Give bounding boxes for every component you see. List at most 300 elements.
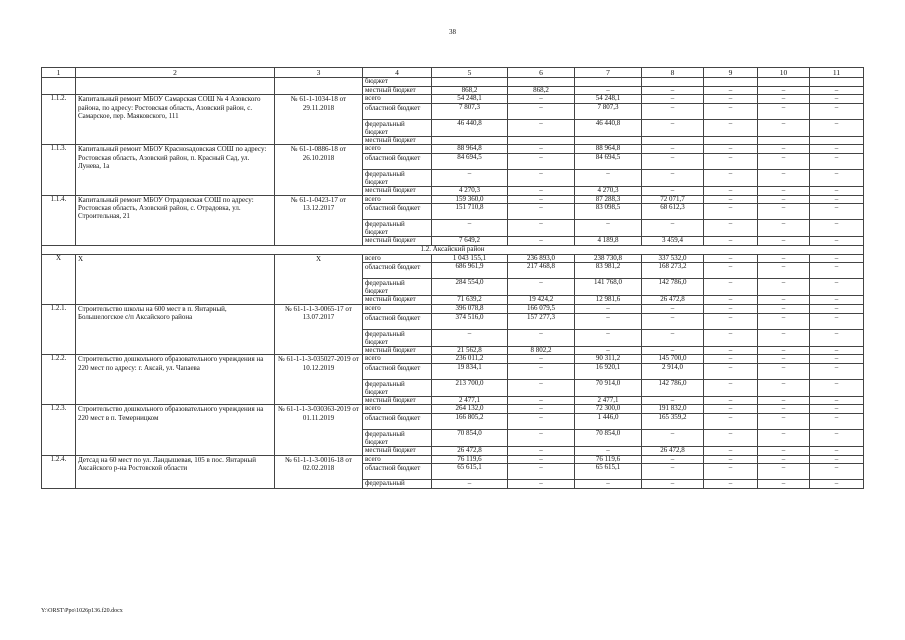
value-cell: –: [704, 379, 758, 396]
value-cell: –: [810, 204, 864, 220]
value-cell: [575, 78, 642, 87]
value-cell: –: [432, 480, 508, 489]
value-cell: –: [704, 405, 758, 414]
item-number: [42, 78, 76, 95]
value-cell: –: [810, 405, 864, 414]
value-cell: [810, 78, 864, 87]
budget-source: федеральный бюджет: [363, 169, 432, 186]
value-cell: –: [758, 464, 810, 480]
value-cell: –: [758, 237, 810, 246]
value-cell: –: [758, 446, 810, 455]
value-cell: –: [575, 220, 642, 237]
value-cell: –: [810, 396, 864, 405]
value-cell: –: [508, 195, 575, 204]
value-cell: 8 802,2: [508, 346, 575, 355]
item-number: 1.2.2.: [42, 355, 76, 405]
value-cell: –: [810, 413, 864, 429]
value-cell: 4 270,3: [432, 186, 508, 195]
value-cell: –: [508, 145, 575, 154]
budget-source: местный бюджет: [363, 446, 432, 455]
value-cell: –: [704, 346, 758, 355]
value-cell: –: [704, 363, 758, 379]
value-cell: 142 786,0: [642, 279, 704, 296]
value-cell: 54 248,1: [575, 95, 642, 104]
value-cell: 70 914,0: [575, 379, 642, 396]
value-cell: –: [758, 86, 810, 95]
value-cell: 2 477,1: [432, 396, 508, 405]
value-cell: –: [758, 153, 810, 169]
value-cell: –: [642, 455, 704, 464]
value-cell: –: [810, 86, 864, 95]
column-header: 7: [575, 68, 642, 78]
value-cell: –: [508, 455, 575, 464]
value-cell: 2 914,0: [642, 363, 704, 379]
value-cell: –: [704, 145, 758, 154]
value-cell: –: [758, 346, 810, 355]
value-cell: 76 119,6: [575, 455, 642, 464]
budget-source: всего: [363, 254, 432, 263]
column-header: 9: [704, 68, 758, 78]
budget-source: областной бюджет: [363, 263, 432, 279]
value-cell: –: [642, 119, 704, 136]
value-cell: 165 359,2: [642, 413, 704, 429]
value-cell: –: [758, 279, 810, 296]
budget-source: местный бюджет: [363, 296, 432, 305]
value-cell: [704, 136, 758, 145]
value-cell: –: [758, 363, 810, 379]
value-cell: 238 730,8: [575, 254, 642, 263]
column-header: 11: [810, 68, 864, 78]
value-cell: 151 710,8: [432, 204, 508, 220]
value-cell: 12 981,6: [575, 296, 642, 305]
value-cell: –: [810, 119, 864, 136]
value-cell: 16 920,1: [575, 363, 642, 379]
value-cell: –: [642, 220, 704, 237]
value-cell: [810, 136, 864, 145]
value-cell: –: [758, 405, 810, 414]
value-cell: –: [758, 186, 810, 195]
value-cell: –: [704, 195, 758, 204]
value-cell: 142 786,0: [642, 379, 704, 396]
budget-source: областной бюджет: [363, 413, 432, 429]
value-cell: 84 694,5: [432, 153, 508, 169]
value-cell: –: [758, 195, 810, 204]
budget-source: всего: [363, 355, 432, 364]
value-cell: 191 832,0: [642, 405, 704, 414]
value-cell: –: [642, 169, 704, 186]
value-cell: –: [810, 263, 864, 279]
value-cell: [432, 78, 508, 87]
value-cell: –: [758, 103, 810, 119]
value-cell: –: [810, 145, 864, 154]
value-cell: –: [758, 355, 810, 364]
value-cell: 159 360,0: [432, 195, 508, 204]
document-ref: № 61-1-1034-18 от 29.11.2018: [275, 95, 363, 145]
budget-source: областной бюджет: [363, 464, 432, 480]
value-cell: 4 270,3: [575, 186, 642, 195]
value-cell: –: [704, 313, 758, 329]
value-cell: –: [642, 103, 704, 119]
value-cell: –: [810, 464, 864, 480]
table-row: [42, 145, 864, 154]
value-cell: –: [758, 329, 810, 346]
table-row: [42, 455, 864, 464]
budget-source: федеральный бюджет: [363, 329, 432, 346]
value-cell: –: [508, 480, 575, 489]
item-number: 1.2.3.: [42, 405, 76, 455]
budget-source: федеральный бюджет: [363, 220, 432, 237]
object-name: Капитальный ремонт МБОУ Краснosадовская СОШ по адресу: Ростовская область, Азовский район, п. Красный Сад, ул. Лунева, 1а: [76, 145, 275, 195]
value-cell: –: [508, 413, 575, 429]
table-row: [42, 78, 864, 87]
value-cell: 70 854,0: [432, 429, 508, 446]
budget-source: местный бюджет: [363, 346, 432, 355]
column-header: 6: [508, 68, 575, 78]
value-cell: –: [758, 296, 810, 305]
value-cell: –: [758, 313, 810, 329]
value-cell: [575, 136, 642, 145]
value-cell: –: [758, 254, 810, 263]
value-cell: –: [810, 480, 864, 489]
document-ref: № 61-1-1-3-035027-2019 от 10.12.2019: [275, 355, 363, 405]
value-cell: –: [642, 329, 704, 346]
value-cell: –: [810, 379, 864, 396]
budget-source: местный бюджет: [363, 136, 432, 145]
value-cell: –: [575, 346, 642, 355]
value-cell: [508, 136, 575, 145]
value-cell: –: [508, 329, 575, 346]
value-cell: 26 472,8: [432, 446, 508, 455]
value-cell: [508, 78, 575, 87]
value-cell: –: [575, 329, 642, 346]
budget-source: всего: [363, 304, 432, 313]
object-name: Строительство школы на 600 мест в п. Янтарный, Большелогское с/п Аксайского района: [76, 304, 275, 354]
value-cell: –: [704, 220, 758, 237]
value-cell: 19 424,2: [508, 296, 575, 305]
value-cell: –: [704, 455, 758, 464]
value-cell: –: [704, 86, 758, 95]
value-cell: –: [810, 103, 864, 119]
budget-source: всего: [363, 145, 432, 154]
value-cell: –: [508, 220, 575, 237]
value-cell: 65 615,1: [575, 464, 642, 480]
table-row: [42, 304, 864, 313]
value-cell: 54 248,1: [432, 95, 508, 104]
value-cell: –: [810, 355, 864, 364]
value-cell: –: [508, 103, 575, 119]
document-ref: [275, 78, 363, 95]
table-row: [42, 355, 864, 364]
column-header: 3: [275, 68, 363, 78]
value-cell: –: [810, 186, 864, 195]
budget-source: областной бюджет: [363, 363, 432, 379]
value-cell: –: [508, 204, 575, 220]
value-cell: 166 805,2: [432, 413, 508, 429]
value-cell: 1 043 155,1: [432, 254, 508, 263]
value-cell: –: [810, 329, 864, 346]
value-cell: –: [810, 304, 864, 313]
value-cell: –: [810, 169, 864, 186]
value-cell: –: [508, 153, 575, 169]
value-cell: –: [508, 379, 575, 396]
table-header-row: [42, 68, 864, 78]
value-cell: –: [758, 379, 810, 396]
item-number: 1.1.2.: [42, 95, 76, 145]
value-cell: [758, 136, 810, 145]
value-cell: 90 311,2: [575, 355, 642, 364]
value-cell: –: [758, 145, 810, 154]
value-cell: –: [758, 220, 810, 237]
column-header: 8: [642, 68, 704, 78]
item-number: 1.1.4.: [42, 195, 76, 245]
document-ref: № 61-1-1-3-030363-2019 от 01.11.2019: [275, 405, 363, 455]
value-cell: –: [508, 464, 575, 480]
value-cell: 868,2: [508, 86, 575, 95]
value-cell: –: [704, 296, 758, 305]
value-cell: –: [810, 313, 864, 329]
budget-source: всего: [363, 455, 432, 464]
value-cell: –: [642, 186, 704, 195]
value-cell: –: [704, 95, 758, 104]
column-header: 1: [42, 68, 76, 78]
document-ref: № 61-1-1-3-0065-17 от 13.07.2017: [275, 304, 363, 354]
value-cell: 141 768,0: [575, 279, 642, 296]
value-cell: –: [810, 153, 864, 169]
value-cell: –: [508, 237, 575, 246]
table-row: [42, 254, 864, 263]
value-cell: –: [508, 396, 575, 405]
value-cell: –: [508, 119, 575, 136]
value-cell: –: [704, 204, 758, 220]
value-cell: [758, 78, 810, 87]
value-cell: 157 277,3: [508, 313, 575, 329]
value-cell: 284 554,0: [432, 279, 508, 296]
value-cell: 71 639,2: [432, 296, 508, 305]
value-cell: –: [704, 446, 758, 455]
value-cell: –: [642, 304, 704, 313]
value-cell: –: [575, 313, 642, 329]
value-cell: –: [758, 204, 810, 220]
value-cell: –: [508, 169, 575, 186]
value-cell: [704, 78, 758, 87]
value-cell: –: [704, 153, 758, 169]
value-cell: –: [575, 304, 642, 313]
value-cell: –: [508, 363, 575, 379]
value-cell: 213 700,0: [432, 379, 508, 396]
budget-source: областной бюджет: [363, 153, 432, 169]
value-cell: –: [704, 329, 758, 346]
value-cell: –: [508, 95, 575, 104]
value-cell: –: [508, 446, 575, 455]
value-cell: 374 516,0: [432, 313, 508, 329]
value-cell: –: [704, 169, 758, 186]
value-cell: –: [575, 169, 642, 186]
value-cell: –: [758, 304, 810, 313]
object-name: [76, 78, 275, 95]
budget-source: областной бюджет: [363, 313, 432, 329]
value-cell: 686 961,9: [432, 263, 508, 279]
object-name: Строительство дошкольного образовательного учреждения на 220 мест в п. Темерницком: [76, 405, 275, 455]
value-cell: –: [508, 355, 575, 364]
value-cell: 19 834,1: [432, 363, 508, 379]
budget-source: местный бюджет: [363, 237, 432, 246]
section-title: 1.2. Аксайский район: [42, 245, 864, 254]
value-cell: –: [704, 186, 758, 195]
value-cell: –: [810, 446, 864, 455]
value-cell: –: [758, 480, 810, 489]
value-cell: 83 981,2: [575, 263, 642, 279]
value-cell: –: [642, 464, 704, 480]
budget-table: [41, 67, 864, 489]
value-cell: 76 119,6: [432, 455, 508, 464]
value-cell: –: [704, 413, 758, 429]
object-name: Капитальный ремонт МБОУ Отрадовская СОШ по адресу: Ростовская область, Азовский район, с. Отрадовка, ул. Строительная, 21: [76, 195, 275, 245]
value-cell: 7 807,3: [432, 103, 508, 119]
file-path-footer: Y:\ORST\Ppo\1026p136.f20.docx: [41, 608, 123, 614]
value-cell: 72 300,0: [575, 405, 642, 414]
value-cell: 1 446,0: [575, 413, 642, 429]
value-cell: 84 694,5: [575, 153, 642, 169]
value-cell: –: [642, 346, 704, 355]
value-cell: –: [704, 254, 758, 263]
value-cell: –: [642, 153, 704, 169]
value-cell: 337 532,0: [642, 254, 704, 263]
budget-source: бюджет: [363, 78, 432, 87]
value-cell: –: [575, 446, 642, 455]
value-cell: –: [508, 279, 575, 296]
document-ref: № 61-1-0886-18 от 26.10.2018: [275, 145, 363, 195]
budget-source: областной бюджет: [363, 103, 432, 119]
value-cell: 7 807,3: [575, 103, 642, 119]
value-cell: –: [810, 296, 864, 305]
value-cell: –: [810, 237, 864, 246]
value-cell: –: [575, 480, 642, 489]
value-cell: –: [642, 313, 704, 329]
budget-source: федеральный бюджет: [363, 429, 432, 446]
value-cell: –: [810, 95, 864, 104]
value-cell: –: [704, 279, 758, 296]
value-cell: –: [432, 169, 508, 186]
column-header: 10: [758, 68, 810, 78]
value-cell: [432, 136, 508, 145]
column-header: 4: [363, 68, 432, 78]
value-cell: 88 964,8: [432, 145, 508, 154]
value-cell: [642, 78, 704, 87]
value-cell: –: [810, 429, 864, 446]
value-cell: 65 615,1: [432, 464, 508, 480]
value-cell: –: [810, 279, 864, 296]
value-cell: –: [810, 254, 864, 263]
value-cell: 396 078,8: [432, 304, 508, 313]
value-cell: –: [704, 237, 758, 246]
budget-source: всего: [363, 95, 432, 104]
table-row: [42, 95, 864, 104]
value-cell: –: [642, 145, 704, 154]
value-cell: –: [810, 346, 864, 355]
budget-source: федеральный бюджет: [363, 119, 432, 136]
item-number: 1.2.4.: [42, 455, 76, 488]
value-cell: 26 472,8: [642, 296, 704, 305]
value-cell: –: [432, 329, 508, 346]
section-row: [42, 245, 864, 254]
budget-source: местный бюджет: [363, 86, 432, 95]
value-cell: –: [704, 304, 758, 313]
value-cell: 2 477,1: [575, 396, 642, 405]
value-cell: –: [642, 95, 704, 104]
value-cell: –: [642, 396, 704, 405]
document-ref: № 61-1-0423-17 от 13.12.2017: [275, 195, 363, 245]
value-cell: –: [810, 455, 864, 464]
value-cell: –: [704, 429, 758, 446]
value-cell: –: [704, 119, 758, 136]
value-cell: 68 612,3: [642, 204, 704, 220]
value-cell: 145 700,0: [642, 355, 704, 364]
item-number: 1.2.1.: [42, 304, 76, 354]
value-cell: 868,2: [432, 86, 508, 95]
value-cell: 236 011,2: [432, 355, 508, 364]
value-cell: 217 468,8: [508, 263, 575, 279]
budget-source: всего: [363, 195, 432, 204]
value-cell: 4 189,8: [575, 237, 642, 246]
budget-source: федеральный бюджет: [363, 379, 432, 396]
value-cell: –: [758, 169, 810, 186]
value-cell: –: [642, 86, 704, 95]
object-name: Х: [76, 254, 275, 304]
value-cell: 166 079,5: [508, 304, 575, 313]
object-name: Строительство дошкольного образовательного учреждения на 220 мест по адресу: г. Аксай, ул. Чапаева: [76, 355, 275, 405]
page-number: 38: [449, 28, 456, 36]
column-header: 2: [76, 68, 275, 78]
item-number: Х: [42, 254, 76, 304]
table-row: [42, 405, 864, 414]
value-cell: –: [508, 429, 575, 446]
value-cell: 83 098,5: [575, 204, 642, 220]
value-cell: –: [432, 220, 508, 237]
value-cell: 3 459,4: [642, 237, 704, 246]
item-number: 1.1.3.: [42, 145, 76, 195]
value-cell: –: [704, 355, 758, 364]
value-cell: –: [758, 455, 810, 464]
value-cell: 7 649,2: [432, 237, 508, 246]
value-cell: 70 854,0: [575, 429, 642, 446]
budget-source: местный бюджет: [363, 186, 432, 195]
budget-source: местный бюджет: [363, 396, 432, 405]
value-cell: 236 893,0: [508, 254, 575, 263]
value-cell: 46 440,8: [432, 119, 508, 136]
value-cell: 26 472,8: [642, 446, 704, 455]
value-cell: –: [575, 86, 642, 95]
value-cell: 72 071,7: [642, 195, 704, 204]
object-name: Детсад на 60 мест по ул. Ландышевая, 105 в пос. Янтарный Аксайского р-на Ростовской области: [76, 455, 275, 488]
document-ref: № 61-1-1-3-0016-18 от 02.02.2018: [275, 455, 363, 488]
table-row: [42, 195, 864, 204]
value-cell: –: [758, 413, 810, 429]
value-cell: –: [810, 363, 864, 379]
value-cell: –: [704, 263, 758, 279]
budget-source: федеральный бюджет: [363, 279, 432, 296]
value-cell: 168 273,2: [642, 263, 704, 279]
value-cell: –: [508, 405, 575, 414]
value-cell: 88 964,8: [575, 145, 642, 154]
budget-source: всего: [363, 405, 432, 414]
value-cell: 46 440,8: [575, 119, 642, 136]
value-cell: –: [810, 195, 864, 204]
value-cell: –: [704, 464, 758, 480]
value-cell: 21 562,8: [432, 346, 508, 355]
value-cell: –: [758, 263, 810, 279]
column-header: 5: [432, 68, 508, 78]
value-cell: –: [758, 95, 810, 104]
